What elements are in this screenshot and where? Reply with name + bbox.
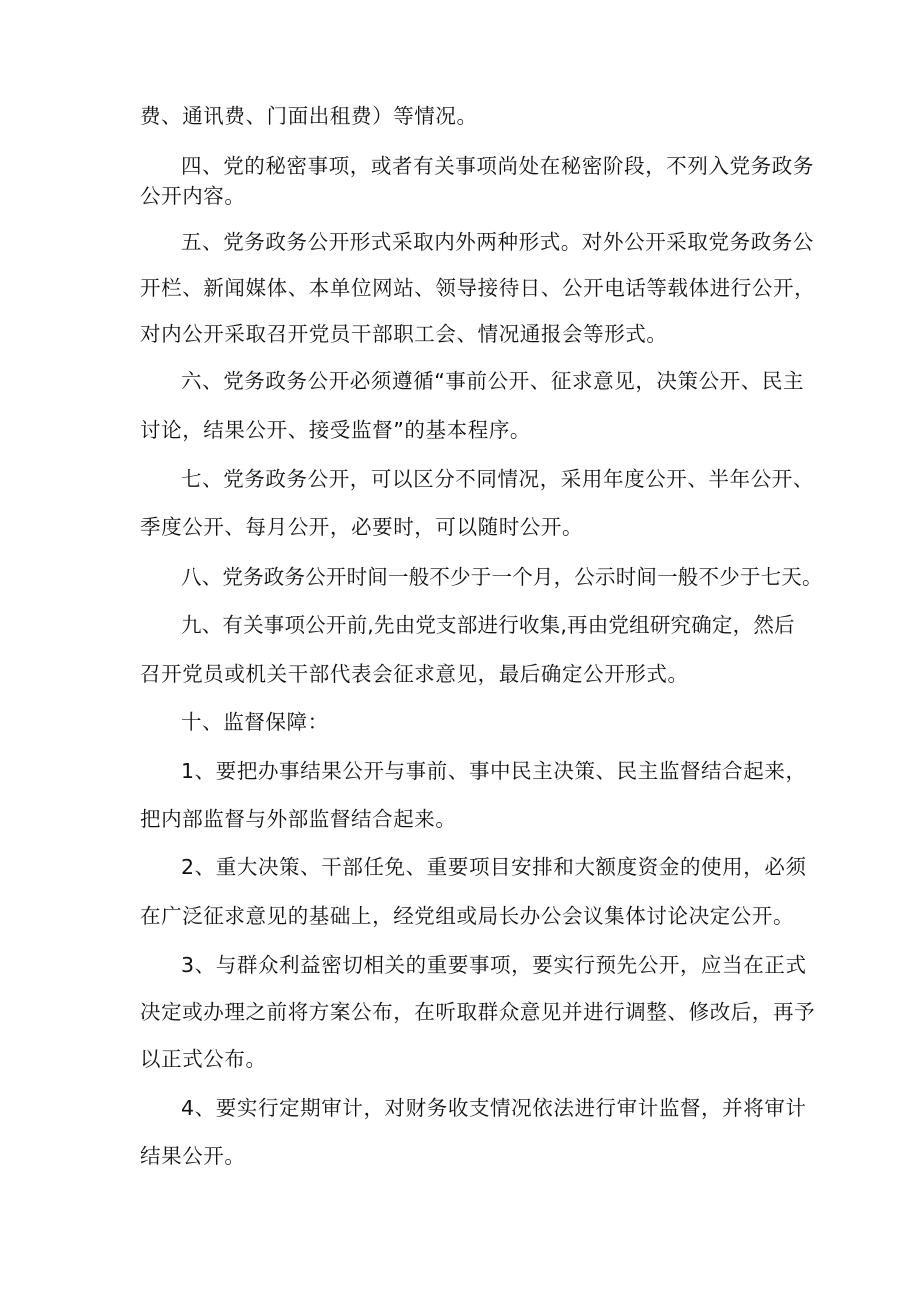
text-line: 决定或办理之前将方案公布，在听取群众意见并进行调整、修改后，再予 [140, 1000, 816, 1024]
text-line: 4、要实行定期审计，对财务收支情况依法进行审计监督，并将审计 [181, 1096, 807, 1120]
text-line: 2、重大决策、干部任免、重要项目安排和大额度资金的使用，必须 [181, 855, 807, 879]
text-line: 召开党员或机关干部代表会征求意见，最后确定公开形式。 [140, 662, 689, 686]
text-line: 费、通讯费、门面出租费）等情况。 [140, 104, 478, 128]
text-line: 十、监督保障： [181, 710, 329, 734]
text-line: 3、与群众利益密切相关的重要事项，要实行预先公开，应当在正式 [181, 953, 807, 977]
text-line: 五、党务政务公开形式采取内外两种形式。对外公开采取党务政务公 [181, 230, 814, 254]
text-line: 对内公开采取召开党员干部职工会、情况通报会等形式。 [140, 322, 668, 346]
text-line: 四、党的秘密事项，或者有关事项尚处在秘密阶段，不列入党务政务 [181, 154, 814, 178]
text-line: 结果公开。 [140, 1144, 246, 1168]
text-line: 在广泛征求意见的基础上，经党组或局长办公会议集体讨论决定公开。 [140, 904, 795, 928]
text-line: 以正式公布。 [140, 1047, 267, 1071]
text-line: 九、有关事项公开前,先由党支部进行收集,再由党组研究确定，然后 [181, 613, 795, 637]
text-line: 七、党务政务公开，可以区分不同情况，采用年度公开、半年公开、 [181, 467, 814, 491]
text-line: 六、党务政务公开必须遵循“事前公开、征求意见，决策公开、民主 [181, 369, 805, 393]
text-line: 1、要把办事结果公开与事前、事中民主决策、民主监督结合起来， [181, 759, 807, 783]
text-line: 季度公开、每月公开，必要时，可以随时公开。 [140, 515, 584, 539]
text-line: 开栏、新闻媒体、本单位网站、领导接待日、公开电话等载体进行公开， [140, 276, 816, 300]
text-line: 讨论，结果公开、接受监督”的基本程序。 [140, 418, 532, 442]
text-line: 八、党务政务公开时间一般不少于一个月，公示时间一般不少于七天。 [181, 565, 823, 589]
text-line: 公开内容。 [140, 184, 246, 208]
text-line: 把内部监督与外部监督结合起来。 [140, 807, 457, 831]
